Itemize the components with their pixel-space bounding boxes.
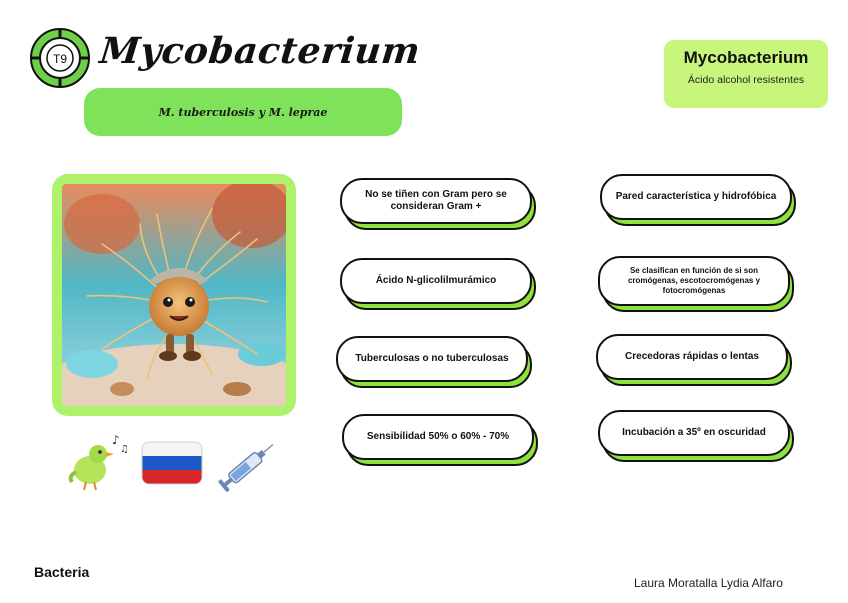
subtitle-pill: [84, 88, 402, 136]
fact-card: [596, 334, 788, 380]
fact-text: Incubación a 35º en oscuridad: [598, 410, 790, 456]
fact-card: [598, 410, 790, 456]
fact-text: No se tiñen con Gram pero se consideran Gram +: [340, 178, 532, 224]
fact-text: Crecedoras rápidas o lentas: [596, 334, 788, 380]
russia-flag-icon: [140, 440, 204, 486]
fact-card: [340, 178, 532, 224]
bird-icon: [66, 432, 130, 492]
fact-card: [340, 258, 532, 304]
info-card-title: Mycobacterium: [683, 48, 809, 67]
fact-card: [342, 414, 534, 460]
fact-card: [598, 256, 790, 306]
fact-text: Ácido N-glicolilmurámico: [340, 258, 532, 304]
fact-text: Tuberculosas o no tuberculosas: [336, 336, 528, 382]
page-subtitle: M. tuberculosis y M. leprae: [158, 105, 328, 119]
target-badge-icon: [30, 28, 90, 88]
footer-author: Laura Moratalla Lydia Alfaro: [634, 576, 783, 590]
fact-text: Se clasifican en función de si son cromógenas, escotocromógenas y fotocromógenas: [598, 256, 790, 306]
fact-text: Sensibilidad 50% o 60% - 70%: [342, 414, 534, 460]
fact-card: [600, 174, 792, 220]
fact-card: [336, 336, 528, 382]
badge-label: T9: [52, 52, 68, 66]
info-card: [664, 40, 828, 108]
bacterium-illustration: [62, 184, 286, 406]
syringe-icon: [212, 432, 282, 498]
svg-text:♫: ♫: [120, 444, 129, 455]
info-card-subtitle: Ácido alcohol resistentes: [687, 74, 805, 86]
page-title: Mycobacterium: [97, 30, 423, 72]
footer-category: Bacteria: [34, 564, 90, 580]
fact-text: Pared característica y hidrofóbica: [600, 174, 792, 220]
svg-text:♪: ♪: [112, 433, 120, 447]
